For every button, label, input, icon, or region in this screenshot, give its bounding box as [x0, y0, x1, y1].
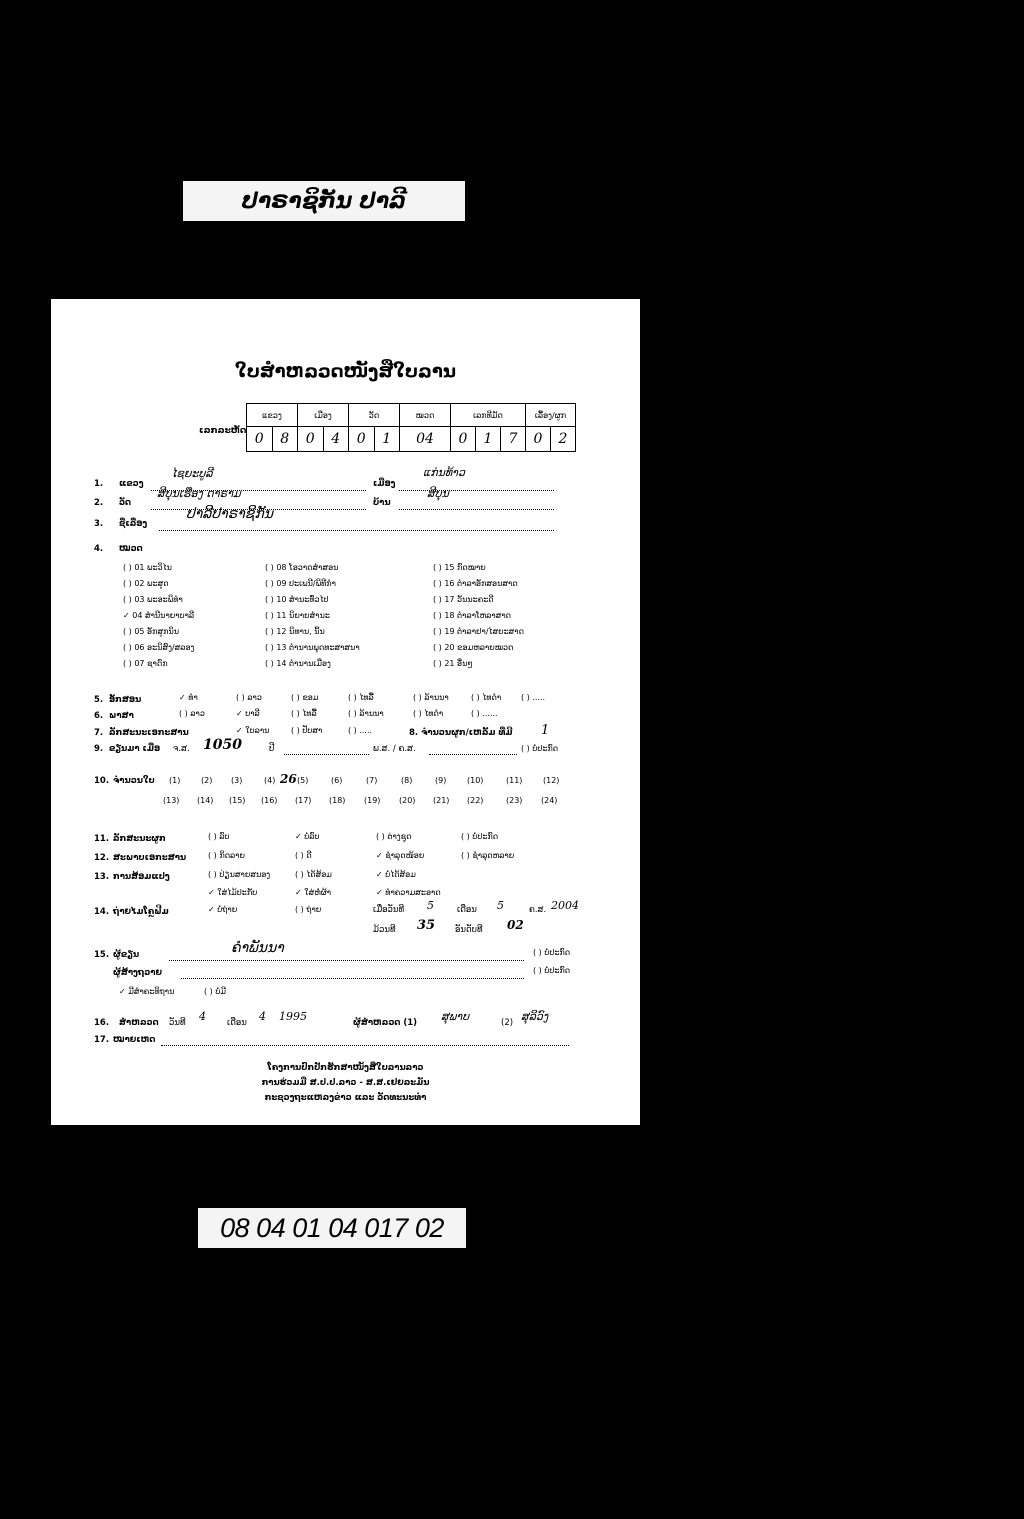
- leaf-count-option: (11): [506, 776, 523, 785]
- microfilm-frame-label: ອັນດັບທີ: [455, 925, 483, 935]
- script-option: ( ) ຂອມ: [291, 693, 319, 702]
- script-option-selected: ✓ ທຳ: [179, 693, 198, 702]
- leaf-count-option: (14): [197, 796, 214, 805]
- field-5-label: ອັກສອນ: [109, 695, 142, 705]
- category-option: ( ) 14 ຕຳນານເມືອງ: [265, 659, 331, 668]
- leaf-count-option: (19): [364, 796, 381, 805]
- category-option: ( ) 05 ອັກສູກນິນ: [123, 627, 180, 636]
- category-option-selected: ✓ 04 ສຳນີນາຍາບາລີ: [123, 611, 195, 620]
- field-8-value: 1: [541, 723, 550, 738]
- survey-month-label: ເດືອນ: [227, 1018, 247, 1028]
- leaf-count-option: (13): [163, 796, 180, 805]
- field-2b-label: ບ້ານ: [373, 498, 391, 508]
- condition-option-selected: ✓ ຊຳລຸດໜ້ອຍ: [376, 851, 425, 860]
- donor-label: ຜູ້ສ້າງຖວາຍ: [113, 968, 162, 978]
- script-option: ( ) ລາວ: [236, 693, 262, 702]
- field-2b-value: ສີບຸນ: [427, 487, 449, 500]
- field-11-number: 11.: [94, 834, 110, 844]
- field-7-number: 7.: [94, 728, 104, 738]
- surveyor-1: ສຸພາບ: [441, 1010, 470, 1023]
- category-option: ( ) 17 ວັນນະຄະດີ: [433, 595, 494, 604]
- field-9-jc-label: ຈ.ສ.: [173, 744, 190, 754]
- field-9-year-label: ປີ: [269, 744, 275, 754]
- survey-day-label: ວັນທີ: [169, 1018, 186, 1028]
- code-header-temple: ວັດ: [349, 404, 400, 427]
- field-9-unknown: ( ) ບໍ່ປະກົດ: [521, 744, 559, 753]
- survey-month: 4: [259, 1010, 266, 1023]
- leaf-count-option: (9): [435, 776, 447, 785]
- leaf-count-option: (3): [231, 776, 243, 785]
- code-digit: 0: [247, 427, 273, 452]
- donor-line: [181, 968, 524, 979]
- surveyor-2-label: (2): [501, 1018, 514, 1028]
- footer-line: ໂຄງການປົກປັກຮັກສາໜັງສືໃບລານລາວ: [267, 1063, 424, 1073]
- repair-option-selected: ✓ ທຳຄວາມສະອາດ: [376, 888, 441, 897]
- category-option: ( ) 08 ໂອວາດສຳສອນ: [265, 563, 339, 572]
- leaf-count-option: (17): [295, 796, 312, 805]
- field-3-number: 3.: [94, 519, 104, 529]
- field-7-label: ລັກສະນະເອກະສານ: [109, 728, 189, 738]
- leaf-count-option: (4): [264, 776, 276, 785]
- field-11-label: ລັກສະນະຜູກ: [113, 834, 166, 844]
- code-digit: 7: [501, 427, 526, 452]
- language-option: ( ) ......: [471, 709, 498, 718]
- code-digit: 04: [400, 427, 451, 452]
- category-option: ( ) 15 ກົດໝາຍ: [433, 563, 486, 572]
- field-4-number: 4.: [94, 544, 104, 554]
- language-option: ( ) ໄທດຳ: [413, 709, 444, 718]
- bundle-option-selected: ✓ ບໍ່ລົບ: [295, 832, 320, 841]
- language-option: ( ) ໄທລື້: [291, 709, 317, 718]
- leaf-count-option: (5): [297, 776, 309, 785]
- field-1-label: ແຂວງ: [119, 479, 144, 489]
- donor-unknown: ( ) ບໍ່ປະກົດ: [533, 966, 571, 975]
- microfilm-date-label: ເມື່ອວັນທີ: [373, 905, 405, 915]
- leaf-count-option: (7): [366, 776, 378, 785]
- leaf-count-option: (15): [229, 796, 246, 805]
- category-option: ( ) 18 ຕຳລາໂຫລາສາດ: [433, 611, 512, 620]
- field-9-be-label: ພ.ສ. / ຄ.ສ.: [373, 744, 416, 754]
- field-2-label: ວັດ: [119, 498, 132, 508]
- bundle-option: ( ) ບໍ່ປະກົດ: [461, 832, 499, 841]
- field-16-number: 16.: [94, 1018, 110, 1028]
- microfilm-year-label: ຄ.ສ.: [529, 905, 547, 915]
- code-header-district: ເມືອງ: [298, 404, 349, 427]
- leaf-count-option: (18): [329, 796, 346, 805]
- code-digit: 1: [476, 427, 501, 452]
- code-header-bundle: ເລກທີມັດ: [451, 404, 526, 427]
- language-option-selected: ✓ ບາລີ: [236, 709, 260, 718]
- leaf-count-option: (12): [543, 776, 560, 785]
- material-option-selected: ✓ ໃບລານ: [236, 726, 270, 735]
- field-16-label: ສຳຫລວດ: [119, 1018, 159, 1028]
- writer-value: ຄຳພັນນາ: [231, 940, 284, 956]
- microfilm-roll: 35: [417, 918, 436, 933]
- footer-line: ການຮ່ວມມື ສ.ປ.ປ.ລາວ - ສ.ສ.ເຢຍລະມັນ: [261, 1078, 430, 1088]
- field-6-label: ພາສາ: [109, 711, 134, 721]
- field-1b-value: ແກ່ນທ້າວ: [423, 466, 465, 479]
- writer-unknown: ( ) ບໍ່ປະກົດ: [533, 948, 571, 957]
- field-15-number: 15.: [94, 950, 110, 960]
- leaf-count-option: (6): [331, 776, 343, 785]
- archive-code-label: 08 04 01 04 017 02: [198, 1208, 466, 1248]
- dedication-option: ( ) ບໍ່ມີ: [204, 987, 226, 996]
- field-4-label: ໝວດ: [119, 544, 143, 554]
- category-option: ( ) 20 ຂອມຫລາຍໝວດ: [433, 643, 514, 652]
- microfilm-month: 5: [497, 899, 504, 912]
- field-12-label: ສະພາບເອກະສານ: [113, 853, 187, 863]
- leaf-count-option: (2): [201, 776, 213, 785]
- field-2b-line: [399, 498, 554, 510]
- leaf-count-option: (24): [541, 796, 558, 805]
- microfilm-option-selected: ✓ ບໍ່ຖ່າຍ: [208, 905, 238, 914]
- category-option: ( ) 11 ນິຍາຍສຳນະ: [265, 611, 330, 620]
- category-option: ( ) 19 ຕຳລາຢາ/ໄສຍະສາດ: [433, 627, 524, 636]
- leaf-count-option: (21): [433, 796, 450, 805]
- code-digit: 0: [451, 427, 476, 452]
- code-box: [246, 403, 576, 452]
- microfilm-month-label: ເດືອນ: [457, 905, 477, 915]
- field-12-number: 12.: [94, 853, 110, 863]
- bundle-option: ( ) ຕ່າງຊຸດ: [376, 832, 412, 841]
- code-digit: 0: [349, 427, 375, 452]
- field-1-value: ໄຊຍະບູລີ: [171, 467, 213, 480]
- field-1b-line: [399, 479, 554, 491]
- form-title: ໃບສຳຫລວດໜັງສືໃບລານ: [235, 361, 456, 382]
- condition-option: ( ) ກິດລາຍ: [208, 851, 246, 860]
- code-box-label: ເລກລະຫັດ: [199, 426, 247, 436]
- material-option: ( ) ປັບສາ: [291, 726, 323, 735]
- microfilm-option: ( ) ຖ່າຍ: [295, 905, 322, 914]
- field-10-label: ຈຳນວນໃບ: [113, 776, 155, 786]
- survey-form: [51, 299, 640, 1125]
- repair-option-selected: ✓ ໃສ່ໄມ້ປະກັບ: [208, 888, 258, 897]
- field-8-label: 8. ຈຳນວນຜູກ/ເຫລັ້ມ ທີ່ມີ: [409, 728, 513, 738]
- code-digit: 8: [272, 427, 298, 452]
- repair-option-selected: ✓ ໃສ່ຫໍ່ຜ້າ: [295, 888, 332, 897]
- survey-day: 4: [199, 1010, 206, 1023]
- microfilm-year: 2004: [551, 899, 579, 912]
- leaf-count-option: (10): [467, 776, 484, 785]
- category-option: ( ) 09 ປະເພນີ/ພິທີກຳ: [265, 579, 336, 588]
- field-14-label: ຖ່າຍໄມໂຄຼຟີມ: [113, 907, 169, 917]
- category-option: ( ) 16 ຕຳລາອັກສອນສາດ: [433, 579, 518, 588]
- field-6-number: 6.: [94, 711, 104, 721]
- category-option: ( ) 02 ພະສູດ: [123, 579, 169, 588]
- leaf-count-mark: 26: [280, 772, 297, 786]
- leaf-count-option: (1): [169, 776, 181, 785]
- field-9-line-2: [429, 744, 517, 755]
- survey-year: 1995: [279, 1010, 307, 1023]
- field-1-number: 1.: [94, 479, 104, 489]
- code-header-category: ໝວດ: [400, 404, 451, 427]
- category-option: ( ) 01 ພະວິໄນ: [123, 563, 172, 572]
- code-digit: 1: [374, 427, 400, 452]
- field-13-label: ການສ້ອມແປງ: [113, 872, 170, 882]
- field-1b-label: ເມືອງ: [373, 479, 396, 489]
- dedication-option-selected: ✓ ມີສຳຄະທິຖານ: [119, 987, 175, 996]
- code-digit: 0: [526, 427, 551, 452]
- microfilm-frame: 02: [507, 918, 524, 932]
- field-17-number: 17.: [94, 1035, 110, 1045]
- header-label: ປາຣາຊິກັນ ປາລີ: [183, 181, 465, 221]
- leaf-count-option: (22): [467, 796, 484, 805]
- material-option: ( ) .....: [348, 726, 373, 735]
- category-option: ( ) 12 ນິທານ, ນິ້ນ: [265, 627, 325, 636]
- footer-line: ກະຊວງຖະແຫລງຂ່າວ ແລະ ວັດທະນະທຳ: [264, 1093, 427, 1103]
- remarks-line: [161, 1035, 569, 1046]
- code-header-province: ແຂວງ: [247, 404, 298, 427]
- script-option: ( ) .....: [521, 693, 546, 702]
- field-9-line: [284, 744, 369, 755]
- surveyor-2: ສຸລິວົງ: [521, 1010, 549, 1023]
- category-option: ( ) 03 ພະອະພິທຳ: [123, 595, 183, 604]
- leaf-count-option: (20): [399, 796, 416, 805]
- leaf-count-option: (16): [261, 796, 278, 805]
- field-13-number: 13.: [94, 872, 110, 882]
- field-2-number: 2.: [94, 498, 104, 508]
- code-header-fascicle: ເລື້ອງ/ຜູກ: [526, 404, 576, 427]
- field-3-value: ປາລີປາຣາຊິກັນ: [186, 506, 273, 522]
- field-9-jc-value: 1050: [203, 737, 242, 753]
- field-2-value: ສີບຸນເຮືອງ ດາຣາມ: [157, 487, 241, 500]
- category-option: ( ) 21 ອື່ນໆ: [433, 659, 473, 668]
- microfilm-roll-label: ມ້ວນທີ: [373, 925, 396, 935]
- script-option: ( ) ໄທດຳ: [471, 693, 502, 702]
- field-15-label: ຜູ້ຂຽນ: [113, 950, 140, 960]
- category-option: ( ) 10 ສຳນະທົ່ວໄປ: [265, 595, 329, 604]
- field-15-line: [169, 950, 524, 961]
- field-10-number: 10.: [94, 776, 110, 786]
- field-9-number: 9.: [94, 744, 104, 754]
- condition-option: ( ) ຊຳລຸດຫລາຍ: [461, 851, 515, 860]
- code-digit: 2: [551, 427, 576, 452]
- bundle-option: ( ) ລົບ: [208, 832, 230, 841]
- field-5-number: 5.: [94, 695, 104, 705]
- leaf-count-option: (8): [401, 776, 413, 785]
- microfilm-day: 5: [427, 899, 434, 912]
- language-option: ( ) ລ້ານນາ: [348, 709, 384, 718]
- field-14-number: 14.: [94, 907, 110, 917]
- category-option: ( ) 07 ຊາດົກ: [123, 659, 168, 668]
- leaf-count-option: (23): [506, 796, 523, 805]
- repair-option: ( ) ໄດ້ສ້ອມ: [295, 870, 332, 879]
- repair-option-selected: ✓ ບໍ່ໄດ້ສ້ອມ: [376, 870, 416, 879]
- field-17-label: ໝາຍເຫດ: [113, 1035, 156, 1045]
- script-option: ( ) ໄທລື້: [348, 693, 374, 702]
- field-3-label: ຊື່ເລື່ອງ: [119, 519, 148, 529]
- code-digit: 4: [323, 427, 349, 452]
- condition-option: ( ) ດີ: [295, 851, 312, 860]
- field-9-label: ຂຽນມາ ເມື່ອ: [109, 744, 161, 754]
- surveyor-label: ຜູ້ສຳຫລວດ (1): [353, 1018, 418, 1028]
- script-option: ( ) ລ້ານນາ: [413, 693, 449, 702]
- code-digit: 0: [298, 427, 324, 452]
- repair-option: ( ) ປ່ຽນສາຍສນອງ: [208, 870, 271, 879]
- language-option: ( ) ລາວ: [179, 709, 205, 718]
- category-option: ( ) 06 ອະນິສົງ/ສລອງ: [123, 643, 195, 652]
- category-option: ( ) 13 ຕຳນານພຸດທະສາສນາ: [265, 643, 360, 652]
